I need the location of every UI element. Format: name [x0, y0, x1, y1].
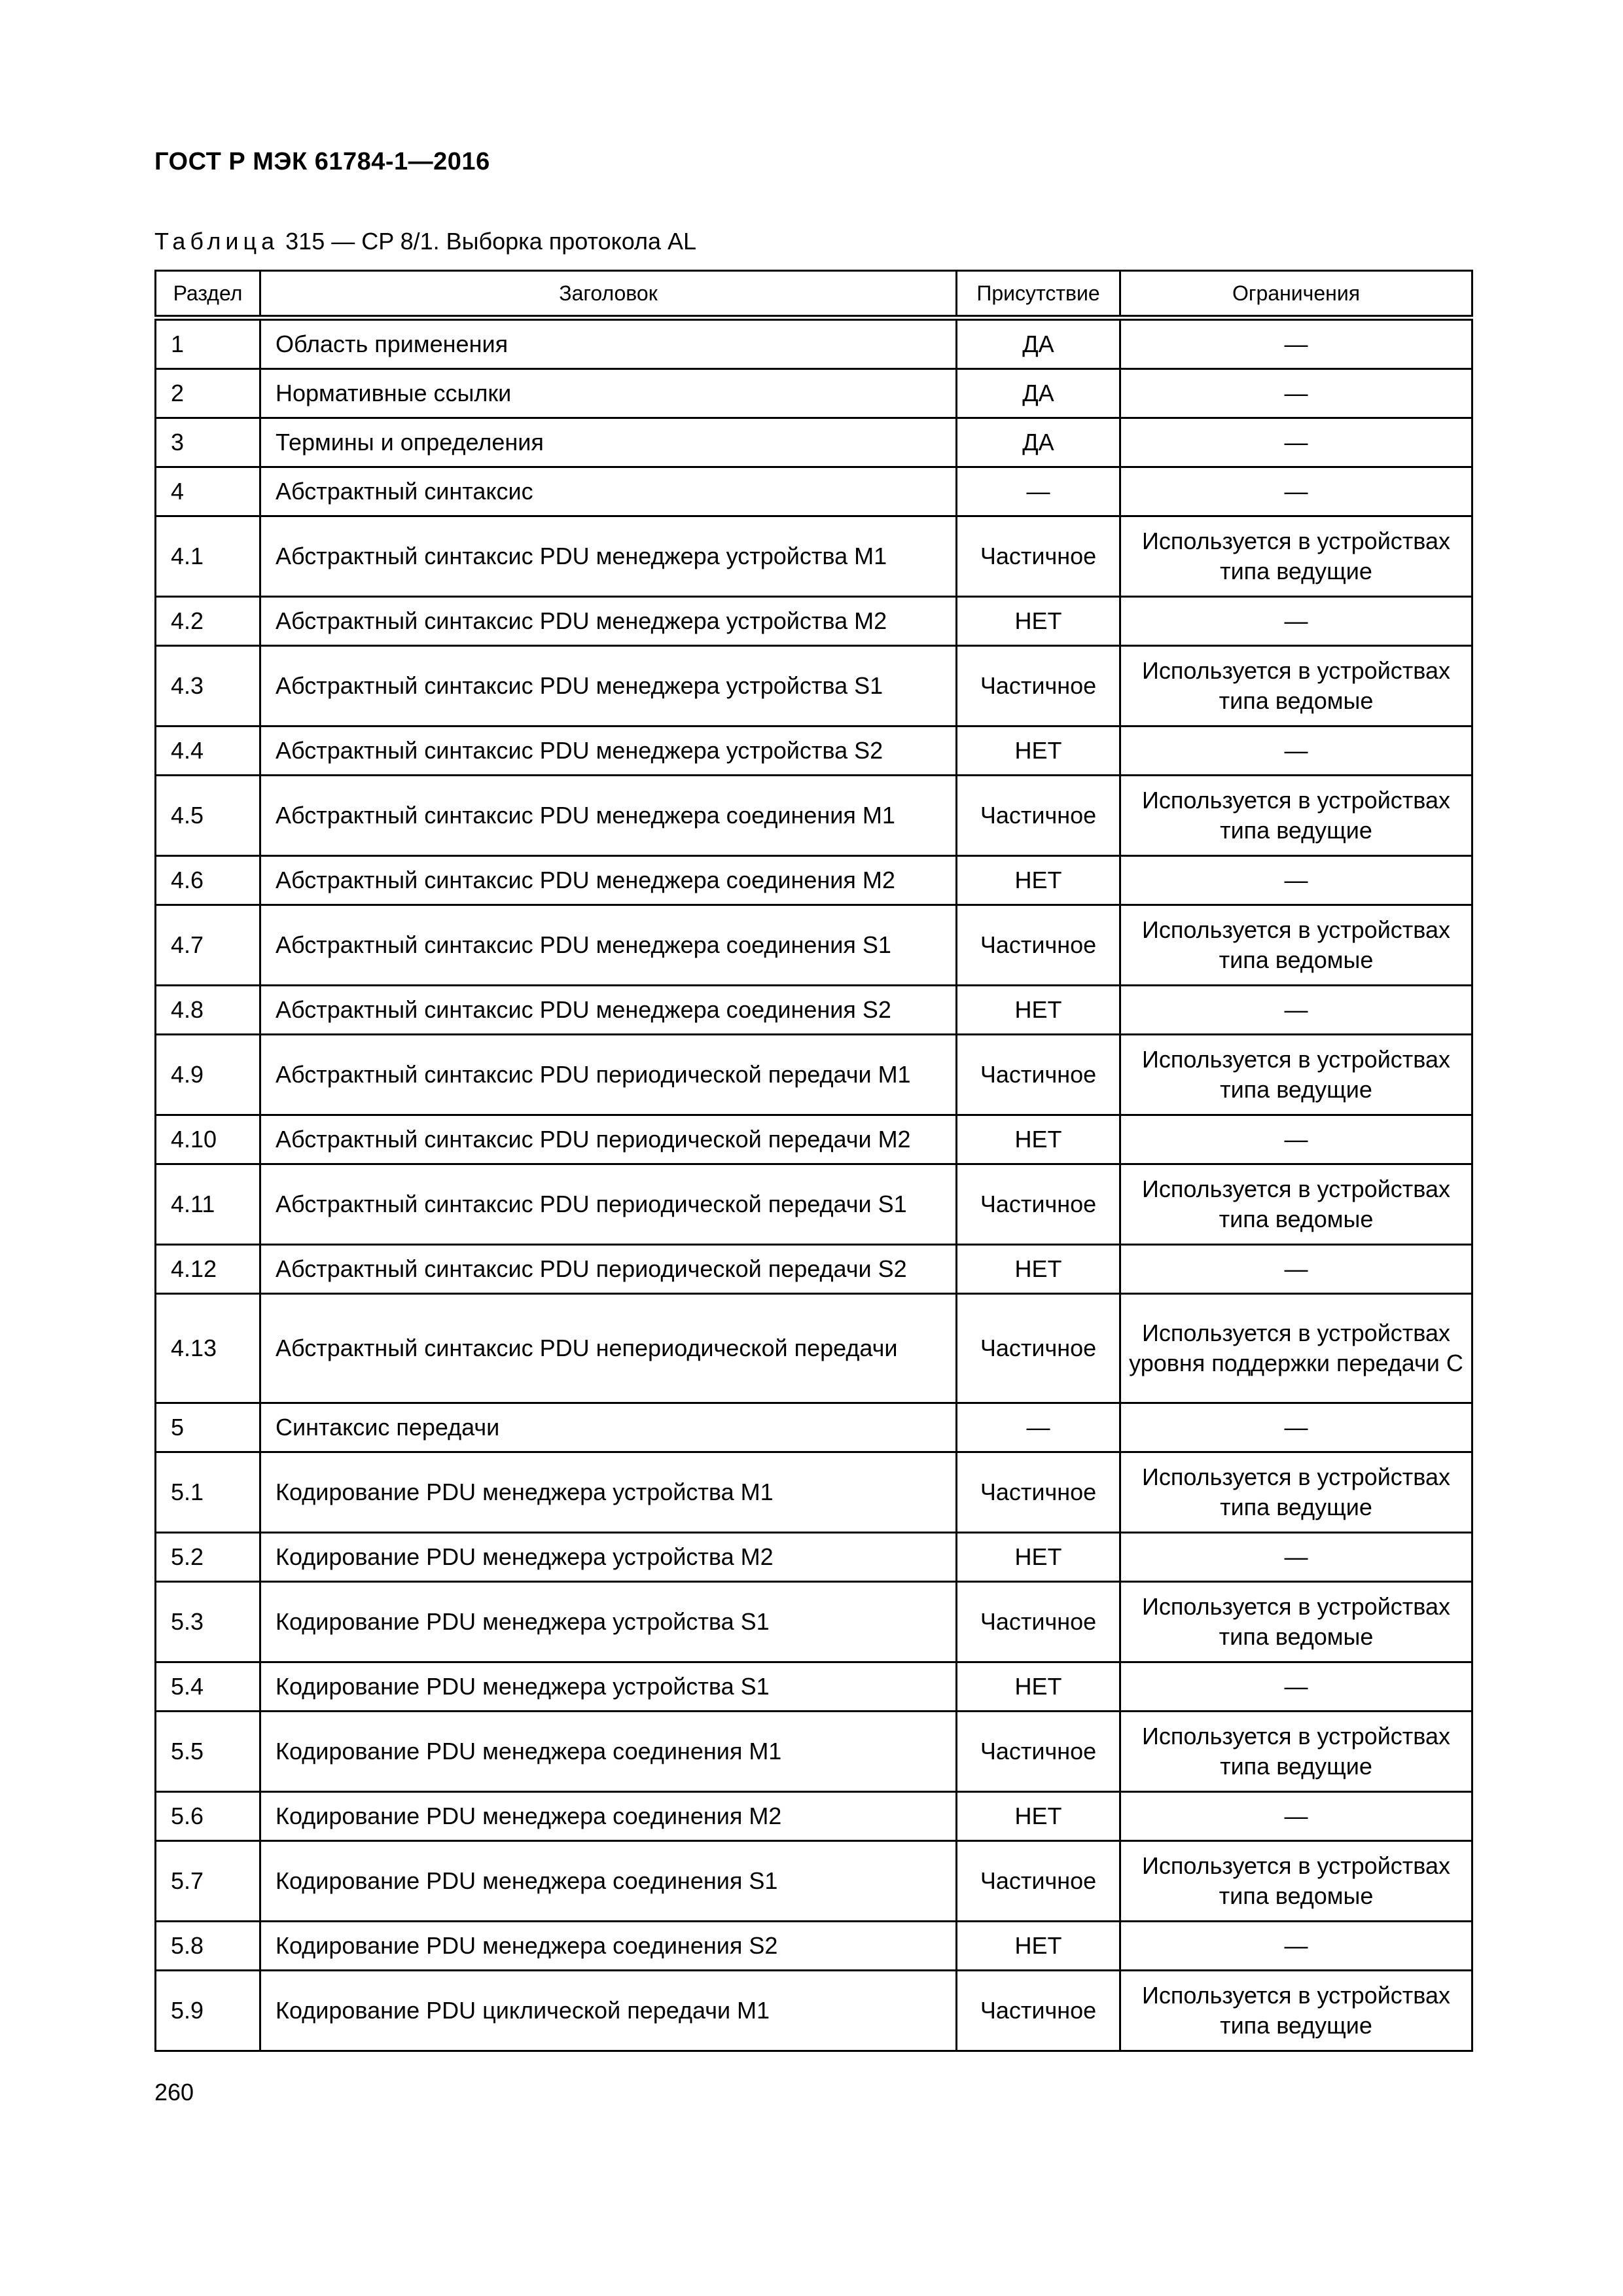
- cell-presence: Частичное: [957, 776, 1120, 856]
- cell-title: Абстрактный синтаксис PDU непериодической передачи: [260, 1294, 957, 1403]
- table-row: [156, 1712, 1472, 1792]
- cell-presence: НЕТ: [957, 1792, 1120, 1841]
- cell-limitations: —: [1120, 856, 1472, 905]
- cell-presence: Частичное: [957, 1164, 1120, 1245]
- cell-limitations: Используется в устройствах типа ведущие: [1120, 776, 1472, 856]
- cell-limitations: Используется в устройствах типа ведущие: [1120, 1971, 1472, 2051]
- cell-section: 4.8: [156, 986, 260, 1035]
- cell-title: Кодирование PDU менеджера соединения M1: [260, 1712, 957, 1792]
- cell-section: 4.9: [156, 1035, 260, 1115]
- cell-presence: Частичное: [957, 1841, 1120, 1922]
- cell-limitations: Используется в устройствах типа ведомые: [1120, 646, 1472, 726]
- cell-limitations: —: [1120, 1245, 1472, 1294]
- cell-section: 4.10: [156, 1115, 260, 1164]
- cell-limitations: —: [1120, 1533, 1472, 1582]
- table-caption-prefix: Таблица: [154, 228, 279, 255]
- cell-title: Кодирование PDU циклической передачи M1: [260, 1971, 957, 2051]
- table-row: [156, 1452, 1472, 1533]
- cell-section: 5.1: [156, 1452, 260, 1533]
- table-row: [156, 1662, 1472, 1712]
- cell-limitations: Используется в устройствах уровня поддержки передачи С: [1120, 1294, 1472, 1403]
- cell-limitations: Используется в устройствах типа ведущие: [1120, 1712, 1472, 1792]
- cell-limitations: Используется в устройствах типа ведомые: [1120, 1164, 1472, 1245]
- cell-section: 3: [156, 418, 260, 467]
- header-limitations: Ограничения: [1120, 271, 1472, 318]
- cell-title: Абстрактный синтаксис PDU периодической передачи S2: [260, 1245, 957, 1294]
- cell-limitations: —: [1120, 1792, 1472, 1841]
- cell-presence: Частичное: [957, 1582, 1120, 1662]
- header-presence: Присутствие: [957, 271, 1120, 318]
- cell-presence: ДА: [957, 418, 1120, 467]
- table-row: [156, 1582, 1472, 1662]
- document-header: ГОСТ Р МЭК 61784-1—2016: [154, 148, 490, 175]
- cell-title: Нормативные ссылки: [260, 369, 957, 418]
- cell-section: 5.7: [156, 1841, 260, 1922]
- cell-presence: НЕТ: [957, 1115, 1120, 1164]
- cell-section: 4.11: [156, 1164, 260, 1245]
- cell-presence: Частичное: [957, 1452, 1120, 1533]
- cell-limitations: Используется в устройствах типа ведомые: [1120, 905, 1472, 986]
- cell-section: 5.9: [156, 1971, 260, 2051]
- cell-limitations: —: [1120, 597, 1472, 646]
- cell-title: Абстрактный синтаксис PDU менеджера соединения M1: [260, 776, 957, 856]
- cell-limitations: —: [1120, 467, 1472, 516]
- cell-title: Абстрактный синтаксис PDU менеджера соединения S2: [260, 986, 957, 1035]
- cell-limitations: —: [1120, 1115, 1472, 1164]
- cell-limitations: —: [1120, 369, 1472, 418]
- cell-title: Абстрактный синтаксис PDU периодической передачи M1: [260, 1035, 957, 1115]
- cell-limitations: —: [1120, 418, 1472, 467]
- table-row: [156, 318, 1472, 369]
- cell-limitations: —: [1120, 1662, 1472, 1712]
- cell-presence: ДА: [957, 369, 1120, 418]
- cell-limitations: Используется в устройствах типа ведущие: [1120, 1452, 1472, 1533]
- cell-limitations: —: [1120, 318, 1472, 369]
- cell-presence: Частичное: [957, 1035, 1120, 1115]
- table-row: [156, 467, 1472, 516]
- cell-title: Абстрактный синтаксис PDU менеджера устройства M1: [260, 516, 957, 597]
- cell-section: 5.4: [156, 1662, 260, 1712]
- cell-title: Абстрактный синтаксис PDU менеджера устройства S2: [260, 726, 957, 776]
- table-caption: [154, 228, 696, 255]
- table-row: [156, 1533, 1472, 1582]
- table-row: [156, 1164, 1472, 1245]
- cell-title: Термины и определения: [260, 418, 957, 467]
- table-row: [156, 646, 1472, 726]
- table-row: [156, 1792, 1472, 1841]
- cell-presence: Частичное: [957, 1294, 1120, 1403]
- cell-section: 5: [156, 1403, 260, 1452]
- cell-presence: Частичное: [957, 905, 1120, 986]
- cell-presence: —: [957, 1403, 1120, 1452]
- cell-title: Кодирование PDU менеджера устройства M2: [260, 1533, 957, 1582]
- table-row: [156, 1922, 1472, 1971]
- cell-limitations: Используется в устройствах типа ведущие: [1120, 1035, 1472, 1115]
- table-row: [156, 369, 1472, 418]
- cell-section: 4.2: [156, 597, 260, 646]
- cell-limitations: Используется в устройствах типа ведомые: [1120, 1582, 1472, 1662]
- cell-title: Кодирование PDU менеджера устройства S1: [260, 1582, 957, 1662]
- cell-section: 5.8: [156, 1922, 260, 1971]
- cell-limitations: —: [1120, 1403, 1472, 1452]
- table-row: [156, 726, 1472, 776]
- cell-title: Абстрактный синтаксис PDU менеджера устройства S1: [260, 646, 957, 726]
- cell-title: Абстрактный синтаксис PDU менеджера соединения S1: [260, 905, 957, 986]
- cell-presence: Частичное: [957, 1971, 1120, 2051]
- table-row: [156, 1245, 1472, 1294]
- table-row: [156, 1971, 1472, 2051]
- cell-section: 4.1: [156, 516, 260, 597]
- cell-section: 5.2: [156, 1533, 260, 1582]
- table-row: [156, 856, 1472, 905]
- cell-title: Область применения: [260, 318, 957, 369]
- table-row: [156, 1115, 1472, 1164]
- cell-title: Кодирование PDU менеджера соединения M2: [260, 1792, 957, 1841]
- cell-section: 1: [156, 318, 260, 369]
- cell-title: Кодирование PDU менеджера устройства M1: [260, 1452, 957, 1533]
- cell-section: 4: [156, 467, 260, 516]
- cell-presence: НЕТ: [957, 1662, 1120, 1712]
- cell-section: 4.3: [156, 646, 260, 726]
- protocol-selection-table: [154, 270, 1473, 2052]
- cell-presence: НЕТ: [957, 1245, 1120, 1294]
- table-body: [156, 318, 1472, 2051]
- header-section: Раздел: [156, 271, 260, 318]
- table-row: [156, 1403, 1472, 1452]
- cell-presence: —: [957, 467, 1120, 516]
- cell-limitations: Используется в устройствах типа ведомые: [1120, 1841, 1472, 1922]
- cell-presence: НЕТ: [957, 597, 1120, 646]
- table-row: [156, 905, 1472, 986]
- cell-section: 4.12: [156, 1245, 260, 1294]
- cell-presence: Частичное: [957, 1712, 1120, 1792]
- cell-title: Абстрактный синтаксис PDU менеджера устройства M2: [260, 597, 957, 646]
- page-number: 260: [154, 2079, 194, 2106]
- cell-section: 5.6: [156, 1792, 260, 1841]
- cell-section: 4.13: [156, 1294, 260, 1403]
- cell-limitations: —: [1120, 986, 1472, 1035]
- cell-section: 5.5: [156, 1712, 260, 1792]
- table-row: [156, 597, 1472, 646]
- table-row: [156, 1841, 1472, 1922]
- cell-title: Абстрактный синтаксис PDU периодической передачи S1: [260, 1164, 957, 1245]
- cell-limitations: Используется в устройствах типа ведущие: [1120, 516, 1472, 597]
- cell-presence: НЕТ: [957, 986, 1120, 1035]
- cell-title: Кодирование PDU менеджера соединения S2: [260, 1922, 957, 1971]
- table-row: [156, 1294, 1472, 1403]
- table-row: [156, 516, 1472, 597]
- table-row: [156, 986, 1472, 1035]
- cell-section: 2: [156, 369, 260, 418]
- cell-title: Абстрактный синтаксис PDU менеджера соединения M2: [260, 856, 957, 905]
- cell-section: 4.6: [156, 856, 260, 905]
- table-row: [156, 1035, 1472, 1115]
- header-title: Заголовок: [260, 271, 957, 318]
- cell-presence: ДА: [957, 318, 1120, 369]
- cell-presence: НЕТ: [957, 726, 1120, 776]
- cell-presence: Частичное: [957, 516, 1120, 597]
- cell-title: Абстрактный синтаксис PDU периодической передачи M2: [260, 1115, 957, 1164]
- cell-presence: Частичное: [957, 646, 1120, 726]
- table-header-row: [156, 271, 1472, 318]
- cell-presence: НЕТ: [957, 1533, 1120, 1582]
- cell-title: Абстрактный синтаксис: [260, 467, 957, 516]
- cell-limitations: —: [1120, 1922, 1472, 1971]
- table-row: [156, 776, 1472, 856]
- cell-section: 4.7: [156, 905, 260, 986]
- cell-presence: НЕТ: [957, 856, 1120, 905]
- cell-presence: НЕТ: [957, 1922, 1120, 1971]
- table-row: [156, 418, 1472, 467]
- cell-section: 4.5: [156, 776, 260, 856]
- table-caption-text: 315 — CP 8/1. Выборка протокола AL: [279, 228, 697, 255]
- cell-title: Кодирование PDU менеджера соединения S1: [260, 1841, 957, 1922]
- cell-title: Синтаксис передачи: [260, 1403, 957, 1452]
- cell-limitations: —: [1120, 726, 1472, 776]
- cell-section: 5.3: [156, 1582, 260, 1662]
- cell-section: 4.4: [156, 726, 260, 776]
- cell-title: Кодирование PDU менеджера устройства S1: [260, 1662, 957, 1712]
